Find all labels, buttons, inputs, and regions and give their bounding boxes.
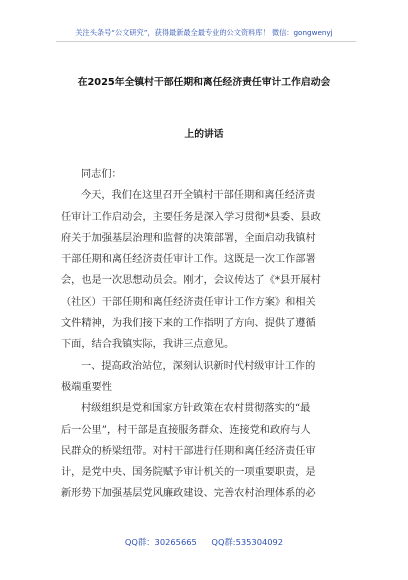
salutation: 同志们：: [81, 169, 122, 180]
body-line: 后一公里”，村干部是直接服务群众、连接党和政府与人: [61, 424, 311, 436]
body-line: 府关于加强基层治理和监督的决策部署，全面启动我镇村: [61, 232, 316, 244]
speech-body: [61, 164, 365, 505]
body-line: 干部任期和离任经济责任审计工作。这既是一次工作部署: [61, 254, 316, 266]
footer-contact: [0, 536, 408, 548]
section-heading-cont: 极端重要性: [61, 381, 112, 393]
body-line: 下面，结合我镇实际，我讲三点意见。: [61, 339, 235, 351]
header-note: 关注头条号“公文研究”，获得最新最全最专业的公文资料库！ 微信：gongwenyj: [75, 28, 333, 37]
body-line: 今天，我们在这里召开全镇村干部任期和离任经济责: [81, 190, 316, 202]
body-line: 计，是党中央、国务院赋予审计机关的一项重要职责，是: [61, 467, 316, 479]
footer-qq-group-1: QQ群：30265665: [124, 537, 197, 547]
body-line: 新形势下加强基层党风廉政建设、完善农村治理体系的必: [61, 488, 316, 500]
header-divider: [56, 41, 356, 42]
body-line: 会，也是一次思想动员会。刚才，会议传达了《*县开展村: [61, 275, 321, 287]
footer-qq-group-2: QQ群:535304092: [211, 537, 284, 547]
body-line: 民群众的桥梁纽带。对村干部进行任期和离任经济责任审: [61, 445, 316, 457]
body-line: 文件精神，为我们接下来的工作指明了方向、提供了遵循: [61, 318, 316, 330]
body-line: （社区）干部任期和离任经济责任审计工作方案》和相关: [61, 296, 316, 308]
document-title: 在2025年全镇村干部任期和离任经济责任审计工作启动会: [77, 77, 331, 88]
body-line: 村级组织是党和国家方针政策在农村贯彻落实的“最: [81, 403, 311, 415]
section-heading: 一、提高政治站位，深刻认识新时代村级审计工作的: [81, 360, 316, 372]
document-title-line2: 上的讲话: [184, 129, 224, 140]
body-line: 任审计工作启动会，主要任务是深入学习贯彻*县委、县政: [61, 211, 321, 223]
